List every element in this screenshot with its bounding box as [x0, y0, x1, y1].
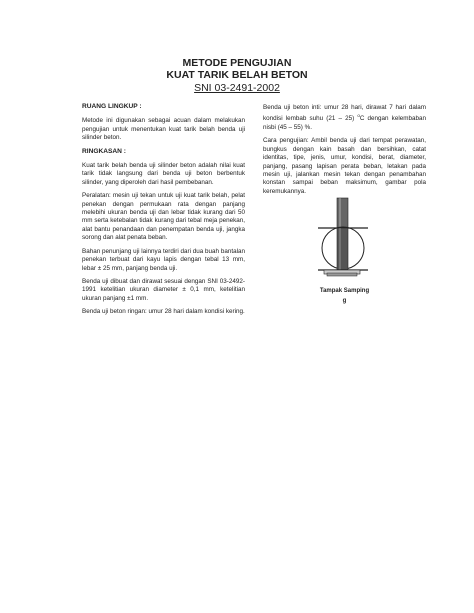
paragraph: Metode ini digunakan sebagai acuan dalam melakukan pengujian untuk menentukan kuat tarik belah benda uji silinder beton. — [82, 117, 245, 142]
doc-title-line1: METODE PENGUJIAN — [182, 57, 292, 69]
section-heading-summary: RINGKASAN : — [82, 147, 126, 155]
paragraph — [263, 104, 426, 132]
loading-bar — [337, 198, 348, 228]
split-tension-test-diagram — [314, 196, 374, 278]
paragraph: Peralatan: mesin uji tekan untuk uji kuat tarik belah, pelat penekan dengan permukaan rata dengan panjang melebihi ukuran benda uji dan lebar tidak kurang dari 50 mm serta ketebalan tidak kurang dari tebal meja penekan, alat bantu penandaan dan penempatan benda uji, jangka sorong dan alat penata beban. — [82, 192, 245, 242]
paragraph: Kuat tarik belah benda uji silinder beton adalah nilai kuat tarik tidak langsung dari benda uji beton berbentuk silinder, yang diperoleh dari hasil pembebanan. — [82, 162, 245, 186]
paragraph: Bahan penunjang uji lainnya terdiri dari dua buah bantalan penekan terbuat dari kayu lapis dengan tebal 13 mm, lebar ± 25 mm, panjang benda uji. — [82, 247, 245, 272]
section-heading-scope: RUANG LINGKUP : — [82, 103, 142, 110]
paragraph: Cara pengujian: Ambil benda uji dari tempat perawatan, bungkus dengan kain basah dan bersihkan, catat identitas, tipe, jenis, umur, kondisi, berat, diameter, panjang, pasang lapisan perata beban, letakan pada mesin uji, jalankan mesin tekan dengan penambahan konstan sampai beban maksimum, gambar pola keremukannya. — [263, 137, 426, 195]
degree-sup: o — [357, 113, 360, 119]
text: C dengan kelembaban nisbi (45 – 55) %. — [263, 115, 426, 131]
specimen-section — [337, 228, 348, 270]
doc-standard-number: SNI 03-2491-2002 — [194, 82, 280, 94]
doc-title-line2: KUAT TARIK BELAH BETON — [166, 69, 308, 81]
text: Benda uji beton inti: umur 28 hari, dirawat 7 hari dalam kondisi lembab suhu (21 – 25) — [263, 104, 426, 123]
figure-label: g — [342, 298, 347, 304]
right-column — [263, 104, 426, 201]
paragraph: Benda uji dibuat dan dirawat sesuai dengan SNI 03-2492-1991 ketelitian ukuran diameter ± 0,1 mm, ketelitian ukuran panjang ±1 mm. — [82, 277, 245, 302]
left-column — [82, 103, 245, 322]
paragraph: Benda uji beton ringan: umur 28 hari dalam kondisi kering. — [82, 308, 245, 316]
figure-caption: Tampak Samping — [319, 288, 370, 294]
